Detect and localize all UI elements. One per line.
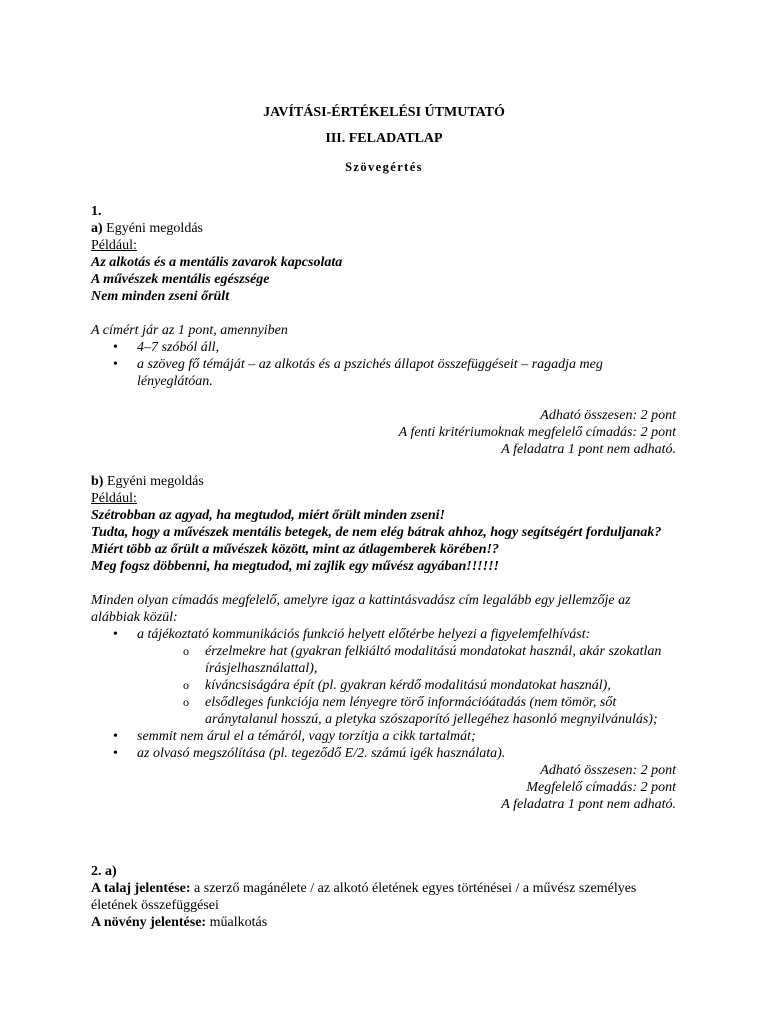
example-title: A művészek mentális egészsége: [91, 272, 270, 287]
subquestion-label: b): [91, 474, 104, 489]
criteria-list: [91, 626, 681, 762]
section-title: Szövegértés: [345, 160, 423, 174]
scoring-line: A feladatra 1 pont nem adható.: [501, 797, 676, 812]
question-1a: [91, 203, 681, 458]
example-title: Az alkotás és a mentális zavarok kapcsolata: [91, 255, 343, 270]
criteria-item: • a szöveg fő témáját – az alkotás és a pszichés állapot összefüggéseit – ragadja meg lényeglátóan.: [91, 356, 681, 390]
answer-line: [91, 914, 681, 931]
answer-text: műalkotás: [206, 915, 268, 930]
example-title: Szétrobban az agyad, ha megtudod, miért őrült minden zseni!: [91, 508, 445, 523]
scoring-block: [91, 762, 681, 813]
example-title: Miért több az őrült a művészek között, mint az átlagemberek körében!?: [91, 542, 499, 557]
criteria-intro: A címért jár az 1 pont, amennyiben: [91, 323, 288, 338]
criteria-sublist: [159, 643, 681, 728]
subquestion-b-heading: [91, 473, 681, 490]
scoring-line: Megfelelő címadás: 2 pont: [526, 780, 676, 795]
criteria-subitem: o kíváncsiságára épít (pl. gyakran kérdő modalitású mondatokat használ),: [159, 677, 681, 694]
question-number: 2. a): [91, 864, 117, 879]
criteria-item-text: a tájékoztató kommunikációs funkció helyett előtérbe helyezi a figyelemfelhívást:: [137, 627, 591, 642]
criteria-item: • az olvasó megszólítása (pl. tegeződő E/2. számú igék használata).: [91, 745, 681, 762]
document-title: JAVÍTÁSI-ÉRTÉKELÉSI ÚTMUTATÓ: [263, 105, 505, 120]
subquestion-a-heading: [91, 220, 681, 237]
example-title: Nem minden zseni őrült: [91, 289, 230, 304]
answer-line: [91, 880, 681, 914]
scoring-line: A feladatra 1 pont nem adható.: [501, 442, 676, 457]
answer-label: A talaj jelentése:: [91, 881, 191, 896]
scoring-block: [91, 407, 681, 458]
criteria-list: [91, 339, 681, 390]
subquestion-text: Egyéni megoldás: [102, 221, 203, 236]
criteria-subitem: o érzelmekre hat (gyakran felkiáltó modalitású mondatokat használ, akár szokatlan írásjelhasználattal),: [159, 643, 681, 677]
question-number: 1.: [91, 204, 102, 219]
answer-label: A növény jelentése:: [91, 915, 207, 930]
example-label: Például:: [91, 238, 137, 253]
subquestion-text: Egyéni megoldás: [103, 474, 204, 489]
question-2a: [91, 863, 681, 931]
example-label: Például:: [91, 491, 137, 506]
criteria-item: • 4–7 szóból áll,: [91, 339, 681, 356]
criteria-intro: Minden olyan címadás megfelelő, amelyre igaz a kattintásvadász cím legalább egy jellemzője az alábbiak közül:: [91, 593, 631, 625]
criteria-item: [91, 626, 681, 728]
example-title: Tudta, hogy a művészek mentális betegek, de nem elég bátrak ahhoz, hogy segítségért forduljanak?: [91, 525, 662, 540]
document-subtitle: III. FELADATLAP: [325, 131, 443, 146]
example-title: Meg fogsz döbbenni, ha megtudod, mi zajlik egy művész agyában!!!!!!: [91, 559, 499, 574]
subquestion-label: a): [91, 221, 103, 236]
scoring-line: Adható összesen: 2 pont: [540, 408, 676, 423]
answer-text: a szerző magánélete / az alkotó életének egyes történései / a művész személyes életének összefüggései: [91, 881, 637, 913]
scoring-line: Adható összesen: 2 pont: [540, 763, 676, 778]
criteria-item: • semmit nem árul el a témáról, vagy torzítja a cikk tartalmát;: [91, 728, 681, 745]
scoring-line: A fenti kritériumoknak megfelelő címadás: 2 pont: [398, 425, 676, 440]
criteria-subitem: o elsődleges funkciója nem lényegre törő információátadás (nem tömör, sőt aránytalanul hosszú, a pletyka szószaporító jellegéhez hasonló megnyilvánulás);: [159, 694, 681, 728]
question-1b: [91, 473, 681, 813]
